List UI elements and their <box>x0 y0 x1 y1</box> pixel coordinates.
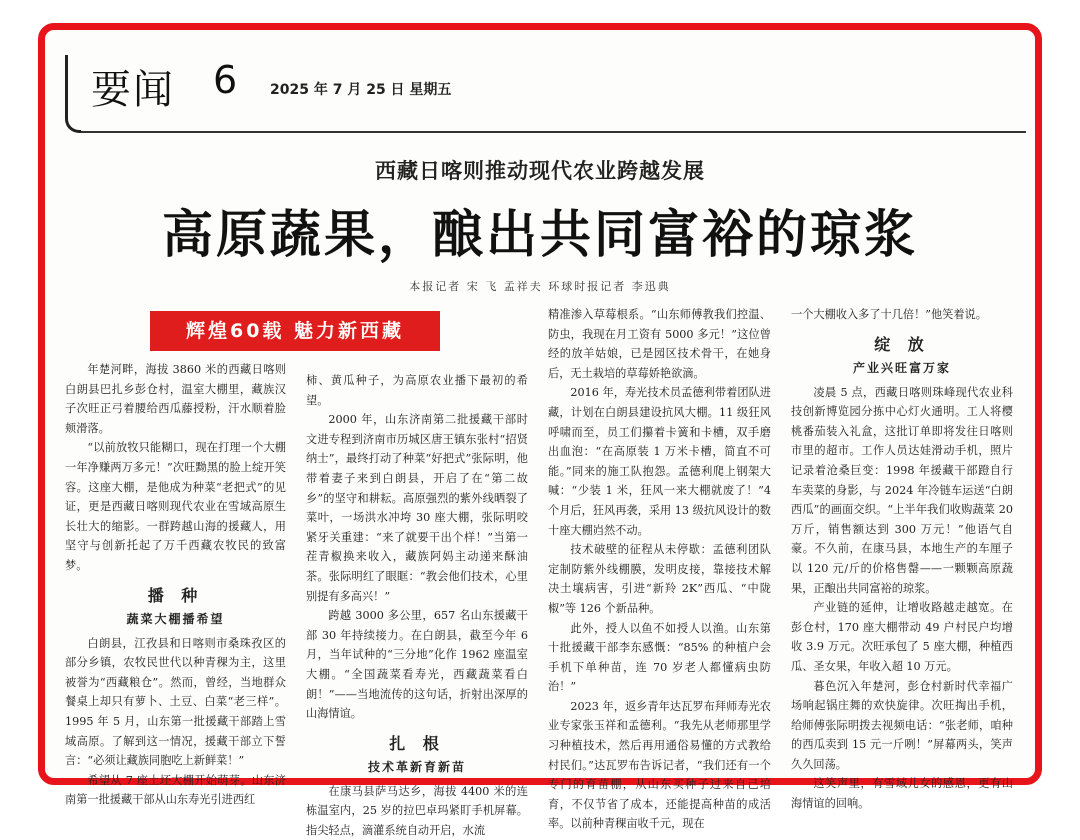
section-heading: 播 种 <box>147 585 204 605</box>
paragraph: 跨越 3000 多公里，657 名山东援藏干部 30 年持续接力。在白朗县，截至今年 6 月，当年试种的“三分地”化作 1962 座温室大棚。“全国蔬菜看寿光，西藏蔬菜看白朗！”——当地流传的这句话，折射出深厚的山海情谊。 <box>306 609 528 721</box>
paragraph: 希望从 7 座土坯大棚开始萌芽。山东济南第一批援藏干部从山东寿光引进西红 <box>65 773 286 807</box>
paragraph: 白朗县，江孜县和日喀则市桑珠孜区的部分乡镇，农牧民世代以种青稞为主，这里被誉为“西藏粮仓”。然而，曾经，当地群众餐桌上却只有萝卜、土豆、白菜“老三样”。1995 年 5 月，山东第一批援藏干部踏上雪域高原。了解到这一情况，援藏干部立下誓言：“必须让藏族同胞吃上新鲜菜！” <box>65 636 286 768</box>
masthead <box>65 50 1025 134</box>
section-subheading: 产业兴旺富万家 <box>852 360 951 375</box>
newspaper-page <box>38 23 1042 837</box>
article-byline: 本报记者 宋 飞 孟祥夫 环球时报记者 李迅典 <box>409 280 671 293</box>
article-headline: 高原蔬果，酿出共同富裕的琼浆 <box>161 206 918 265</box>
anniversary-banner: 辉煌60载 魅力新西藏 <box>150 311 440 351</box>
paragraph: 2016 年，寿光技术员孟德利带着团队进藏，计划在白朗县建设抗风大棚。11 级狂风呼啸而至，员工们攥着卡簧和卡槽，双手磨出血泡：“在高原装 1 万米卡槽，简直不可能。”同来的施工队抱怨。孟德利爬上钢架大喊：“少装 1 米，狂风一来大棚就废了！”4 个月后，狂风再袭，采用 13 级抗风设计的数十座大棚岿然不动。 <box>548 386 771 537</box>
paragraph: 2000 年，山东济南第二批援藏干部时文进专程到济南市历城区唐王镇东张村“招贤纳士”，最终打动了种菜“好把式”张际明，他带着妻子来到白朗县，开启了在“第二故乡”的坚守和耕耘。高原强烈的紫外线晒裂了菜叶，一场洪水冲垮 30 座大棚，张际明咬紧牙关重建：“来了就要干出个样！”当第一茬青椒换来收入，藏族阿妈主动递来酥油茶。张际明红了眼眶：“教会他们技术，心里别提有多高兴！” <box>306 413 528 603</box>
issue-date: 2025 年 7 月 25 日 星期五 <box>270 82 452 98</box>
column-4 <box>791 305 1013 811</box>
paragraph: 柿、黄瓜种子，为高原农业播下最初的希望。 <box>306 374 528 407</box>
paragraph: 年楚河畔，海拔 3860 米的西藏日喀则白朗县巴扎乡彭仓村，温室大棚里，藏族汉子次旺正弓着腰给西瓜藤授粉，汗水顺着脸颊滑落。 <box>65 363 286 435</box>
paragraph: 凌晨 5 点，西藏日喀则珠峰现代农业科技创新博览园分拣中心灯火通明。工人将樱桃番茄装入礼盒，这批订单即将发往日喀则市里的超市。工作人员达娃滑动手机，照片记录着沧桑巨变：1998 年援藏干部蹬自行车卖菜的身影，与 2024 年冷链车运送“白朗西瓜”的画面交织。“上半年我们收购蔬菜 20 万斤，销售额达到 300 万元！”他语气自豪。不久前，在康马县，本地生产的车厘子以 120 元/斤的价格售罄——一颗颗高原蔬果，正酿出共同富裕的琼浆。 <box>791 385 1013 595</box>
page-number: 6 <box>213 58 238 102</box>
paragraph: 技术破壁的征程从未停歇：孟德利团队定制防紫外线棚膜，发明皮接，靠接技术解决土壤病害，引进“新羚 2K”西瓜、“中陇椒”等 126 个新品种。 <box>548 543 771 615</box>
paragraph: 此外，授人以鱼不如授人以渔。山东第十批援藏干部李东感慨：“85% 的种植户会手机下单种苗，连 70 岁老人都懂病虫防治！” <box>548 621 771 694</box>
section-subheading: 蔬菜大棚播希望 <box>126 611 225 626</box>
paragraph: “以前放牧只能糊口，现在打理一个大棚一年净赚两万多元！”次旺黝黑的脸上绽开笑容。这座大棚，是他成为种菜“老把式”的见证，更是西藏日喀则现代农业在雪域高原生长壮大的缩影。一群跨越山海的援藏人，用坚守与创新托起了万千西藏农牧民的致富梦。 <box>65 441 286 572</box>
masthead-rule <box>81 131 1026 133</box>
paragraph: 2023 年，返乡青年达瓦罗布拜师寿光农业专家张玉祥和孟德利。“我先从老师那里学习种植技术，然后再用通俗易懂的方式教给村民们。”达瓦罗布告诉记者，“我们还有一个专门的育苗棚，从山东买种子过来自己培育，不仅节省了成本，还能提高种苗的成活率。以前种青稞亩收千元，现在 <box>548 699 771 831</box>
section-subheading: 技术革新育新苗 <box>367 759 466 774</box>
section-heading: 绽 放 <box>874 334 930 354</box>
paragraph: 一个大棚收入多了十几倍！”他笑着说。 <box>791 308 987 321</box>
article-kicker: 西藏日喀则推动现代农业跨越发展 <box>375 158 705 183</box>
paragraph: 在康马县萨马达乡，海拔 4400 米的连栋温室内，25 岁的拉巴卓玛紧盯手机屏幕。指尖轻点，滴灌系统自动开启，水流 <box>306 784 528 837</box>
paragraph: 暮色沉入年楚河，彭仓村新时代幸福广场响起锅庄舞的欢快旋律。次旺掏出手机，给师傅张际明拨去视频电话：“张老师，咱种的西瓜卖到 15 元一斤咧！”屏幕两头，笑声久久回荡。 <box>791 679 1013 771</box>
section-heading: 扎 根 <box>389 733 445 753</box>
masthead-bracket <box>65 55 81 133</box>
column-2 <box>306 371 528 837</box>
column-3 <box>548 305 771 831</box>
column-1 <box>65 360 286 807</box>
paragraph: 精准渗入草莓根系。“山东师傅教我们控温、防虫，我现在月工资有 5000 多元！”这位曾经的放羊姑娘，已是园区技术骨干，在她身后，无土栽培的草莓娇艳欲滴。 <box>548 308 771 380</box>
section-title: 要闻 <box>91 67 175 113</box>
paragraph: 产业链的延伸，让增收路越走越宽。在彭仓村，170 座大棚带动 49 户村民户均增收 3.9 万元。次旺承包了 5 座大棚，种植西瓜、圣女果，年收入超 10 万元。 <box>791 601 1013 673</box>
paragraph: 这笑声里，有雪域儿女的感恩，更有山海情谊的回响。 <box>791 777 1013 811</box>
